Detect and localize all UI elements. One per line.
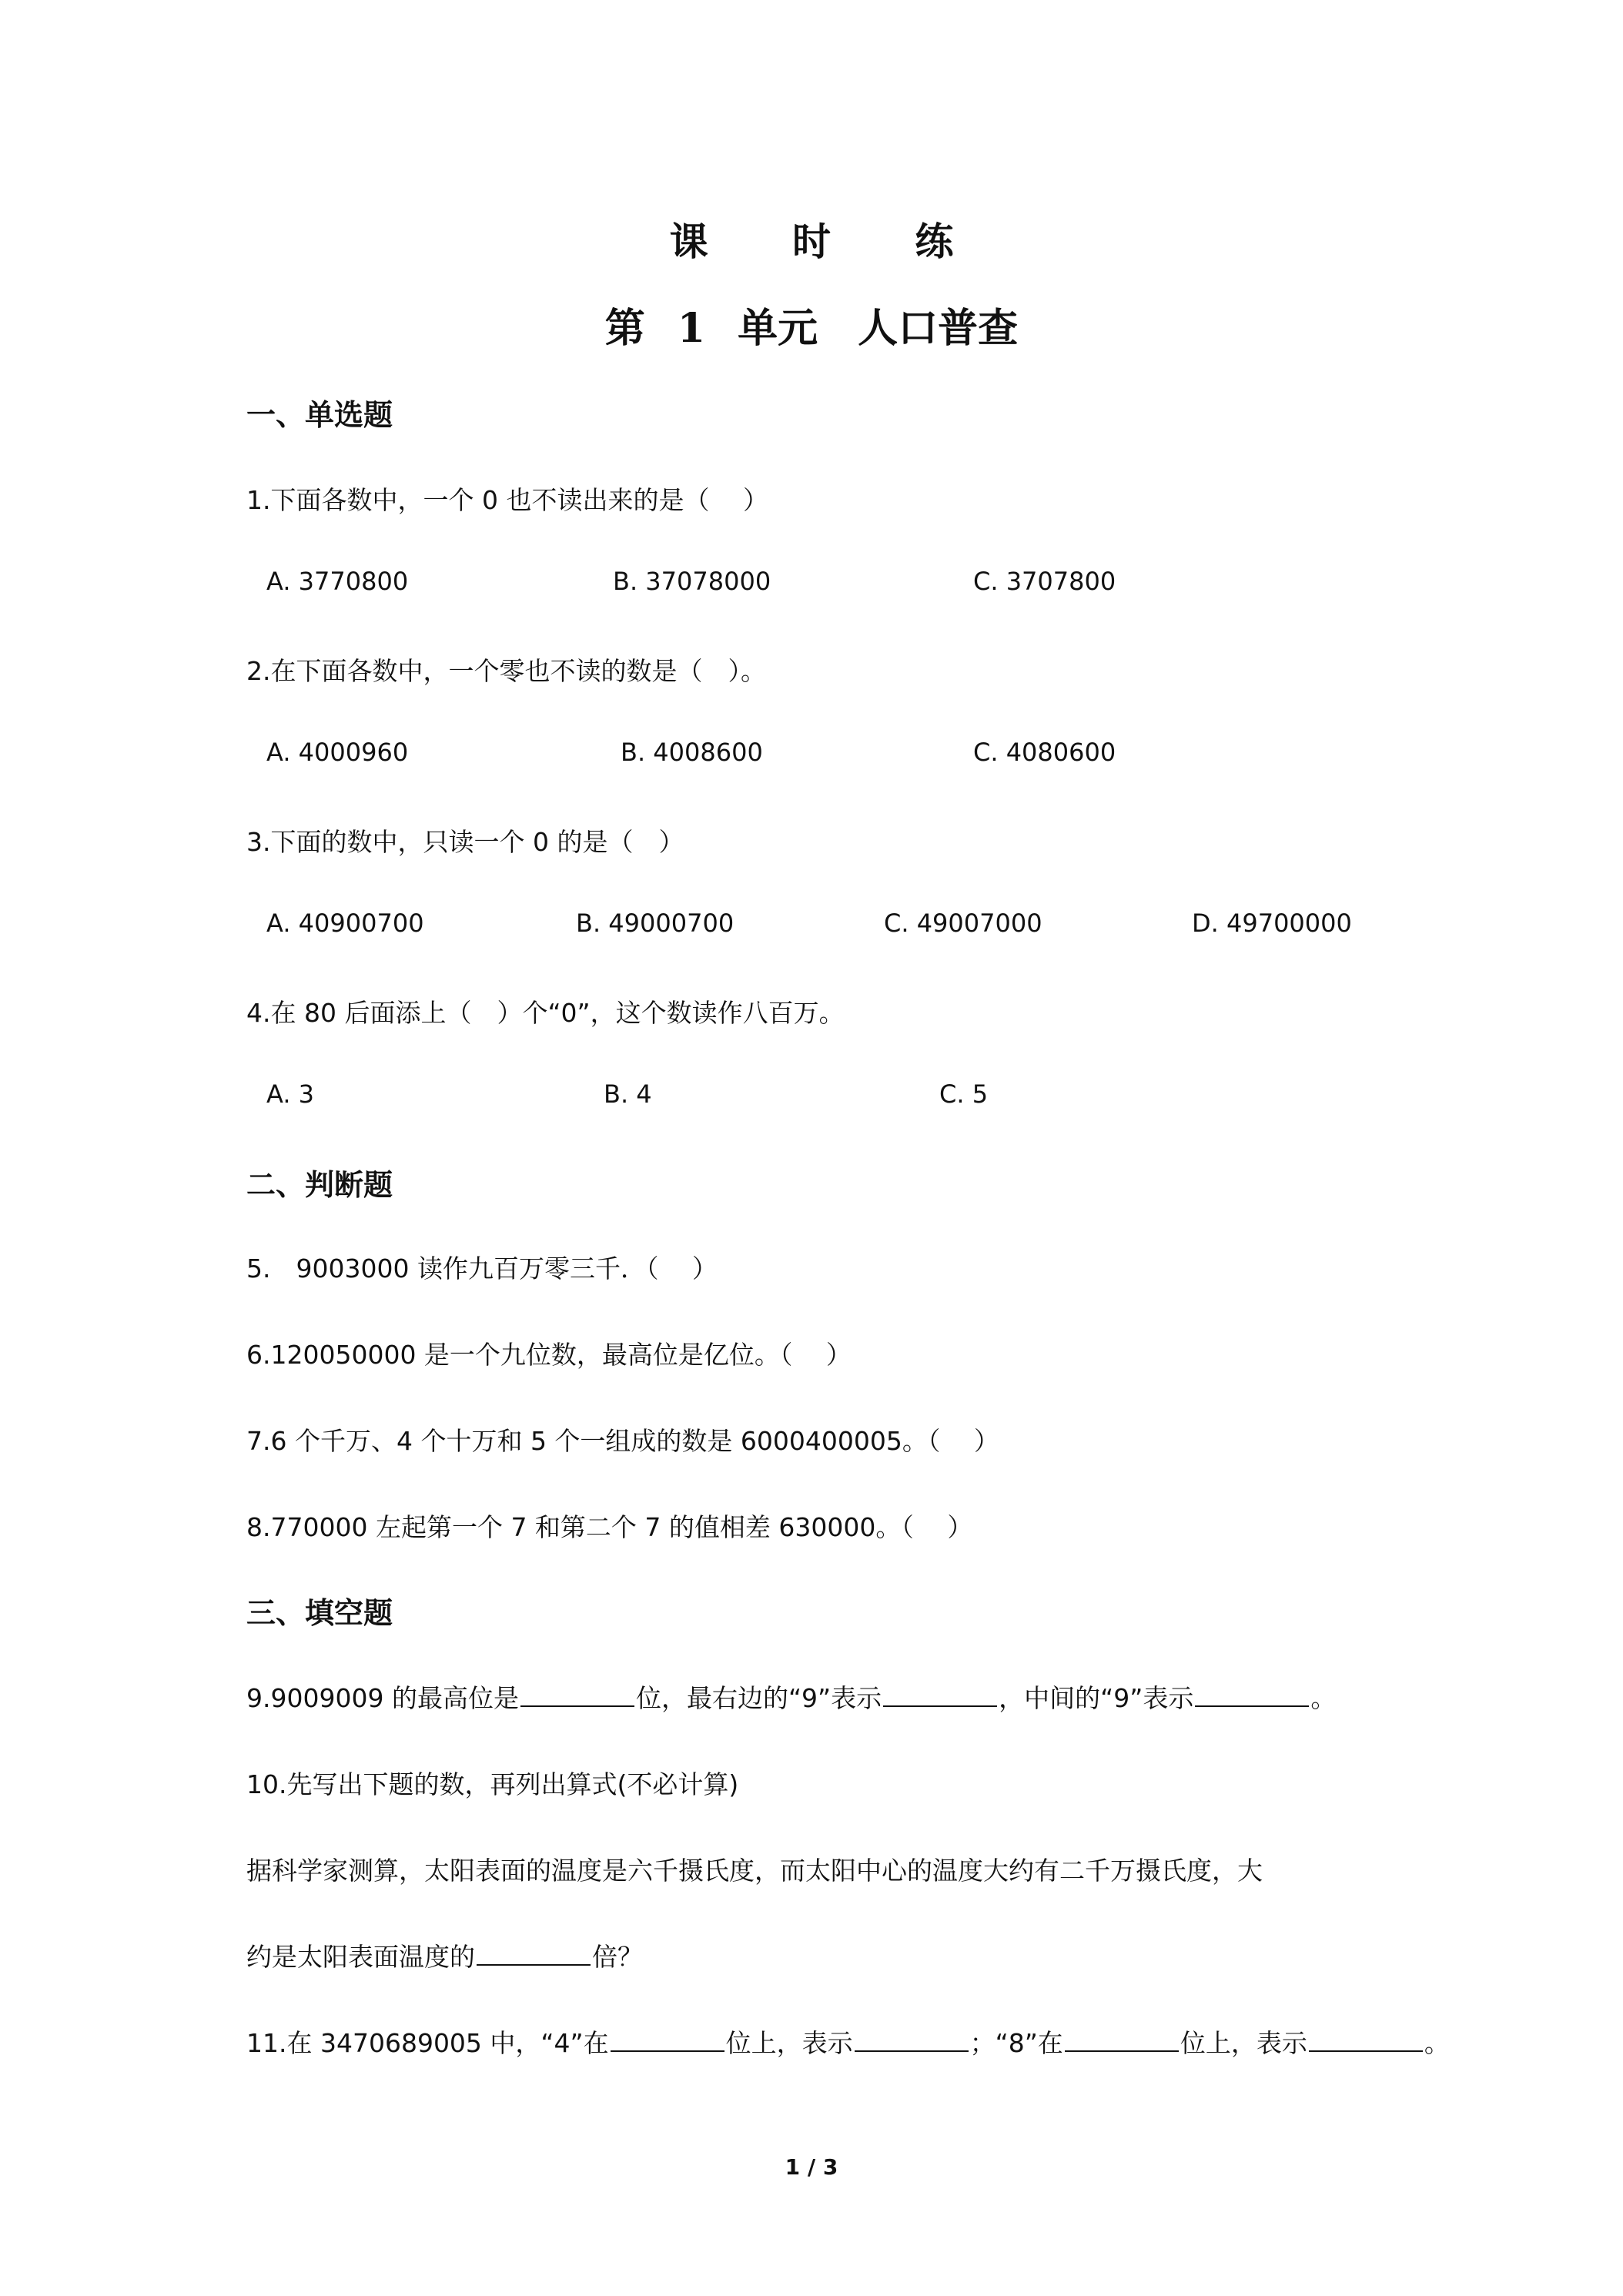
q4-option-b[interactable]: B. 4: [604, 1079, 652, 1109]
q9-text-1: 9.9009009 的最高位是: [246, 1683, 519, 1713]
question-9: [246, 1678, 1336, 1715]
q10-text-1: 约是太阳表面温度的: [246, 1942, 475, 1972]
page-title: 课 时 练: [669, 219, 989, 264]
q11-blank-3[interactable]: [1065, 2027, 1179, 2052]
question-1: 1.下面各数中，一个 0 也不读出来的是（ ）: [246, 485, 768, 515]
q11-text-1: 11.在 3470689005 中，“4”在: [246, 2028, 609, 2058]
q11-text-2: 位上，表示: [725, 2028, 853, 2058]
q3-option-c[interactable]: C. 49007000: [884, 909, 1042, 938]
question-10-ask: [246, 1937, 643, 1973]
question-5: 5. 9003000 读作九百万零三千．（ ）: [246, 1253, 718, 1284]
q11-text-5: 。: [1424, 2028, 1450, 2058]
section-heading-true-false: 二、判断题: [246, 1167, 393, 1202]
question-8: 8.770000 左起第一个 7 和第二个 7 的值相差 630000。（ ）: [246, 1512, 973, 1542]
q9-blank-3[interactable]: [1195, 1682, 1309, 1707]
q11-blank-4[interactable]: [1309, 2027, 1423, 2052]
question-3: 3.下面的数中，只读一个 0 的是（ ）: [246, 827, 684, 857]
section-heading-fill-blank: 三、填空题: [246, 1595, 393, 1630]
section-heading-single-choice: 一、单选题: [246, 397, 393, 432]
question-10: 10.先写出下题的数，再列出算式(不必计算): [246, 1769, 739, 1799]
q3-option-a[interactable]: A. 40900700: [266, 909, 424, 938]
q1-option-b[interactable]: B. 37078000: [613, 567, 771, 596]
q2-option-c[interactable]: C. 4080600: [973, 738, 1116, 767]
q11-blank-2[interactable]: [855, 2027, 969, 2052]
q10-text-2: 倍？: [592, 1942, 643, 1972]
q11-blank-1[interactable]: [611, 2027, 724, 2052]
page-number: 1 / 3: [785, 2154, 838, 2180]
question-6: 6.120050000 是一个九位数，最高位是亿位。（ ）: [246, 1340, 852, 1370]
q1-option-a[interactable]: A. 3770800: [266, 567, 409, 596]
q9-text-4: 。: [1310, 1683, 1337, 1713]
q9-blank-2[interactable]: [883, 1682, 997, 1707]
q3-option-d[interactable]: D. 49700000: [1192, 909, 1352, 938]
q9-text-3: ，中间的“9”表示: [999, 1683, 1194, 1713]
q4-option-c[interactable]: C. 5: [939, 1079, 989, 1109]
question-2: 2.在下面各数中，一个零也不读的数是（ ）。: [246, 656, 766, 686]
q3-option-b[interactable]: B. 49000700: [576, 909, 735, 938]
q2-option-a[interactable]: A. 4000960: [266, 738, 409, 767]
q10-blank[interactable]: [477, 1941, 591, 1966]
question-7: 7.6 个千万、4 个十万和 5 个一组成的数是 6000400005。（ ）: [246, 1426, 999, 1456]
q11-text-3: ；“8”在: [969, 2028, 1063, 2058]
q1-option-c[interactable]: C. 3707800: [973, 567, 1116, 596]
q11-text-4: 位上，表示: [1180, 2028, 1307, 2058]
q2-option-b[interactable]: B. 4008600: [621, 738, 763, 767]
question-4: 4.在 80 后面添上（ ）个“0”，这个数读作八百万。: [246, 998, 845, 1028]
question-10-passage: 据科学家测算，太阳表面的温度是六千摄氏度，而太阳中心的温度大约有二千万摄氏度，大: [246, 1856, 1263, 1886]
unit-title: 第 1 单元 人口普查: [604, 305, 1019, 352]
q9-blank-1[interactable]: [520, 1682, 634, 1707]
q4-option-a[interactable]: A. 3: [266, 1079, 315, 1109]
q9-text-2: 位，最右边的“9”表示: [635, 1683, 882, 1713]
question-11: [246, 2023, 1450, 2060]
